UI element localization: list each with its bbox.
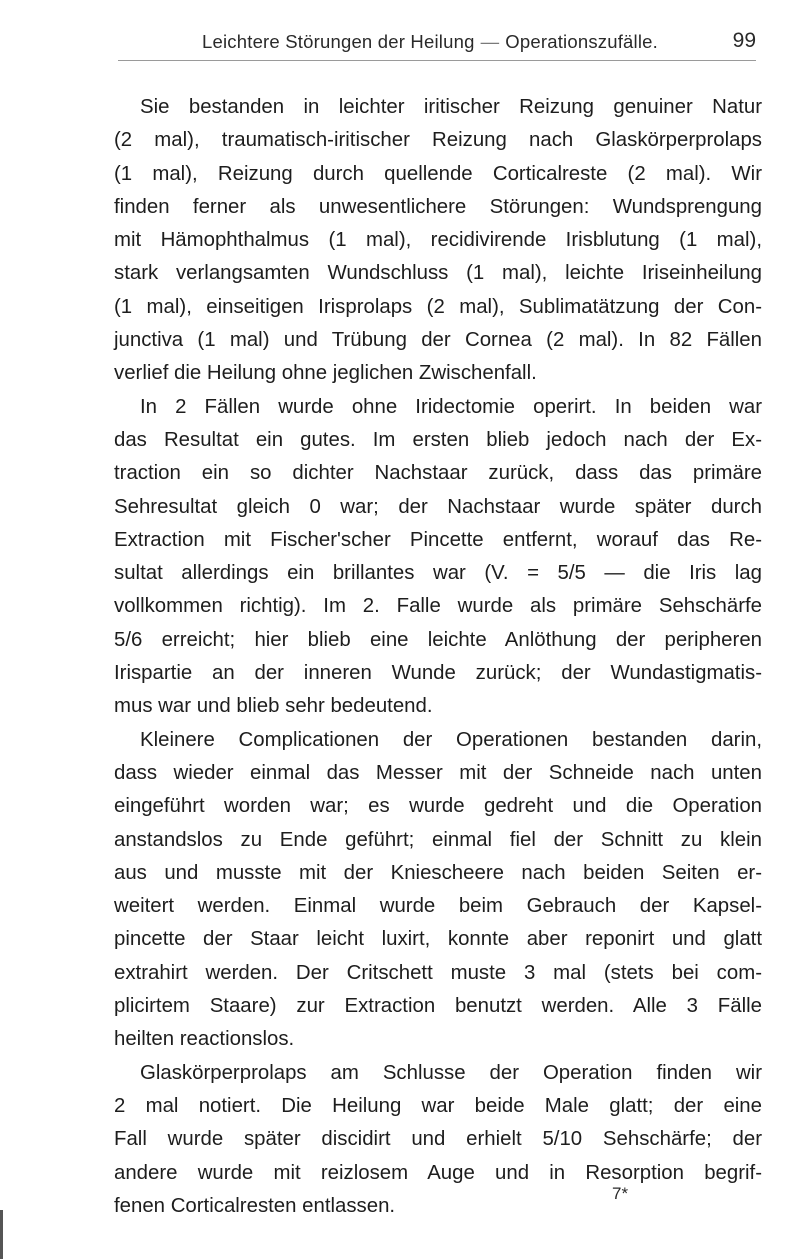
text-line: stark verlangsamten Wundschluss (1 mal), leichte Iriseinheilung	[114, 262, 762, 285]
text-line: fenen Corticalresten entlassen.	[114, 1194, 396, 1217]
text-line: Extraction mit Fischer'scher Pincette entfernt, worauf das Re-	[114, 528, 762, 551]
text-line: (1 mal), einseitigen Irisprolaps (2 mal), Sublimatätzung der Con-	[114, 295, 762, 318]
text-line: vollkommen richtig). Im 2. Falle wurde als primäre Sehschärfe	[114, 595, 762, 618]
text-line: mus war und blieb sehr bedeutend.	[114, 695, 433, 718]
text-line: andere wurde mit reizlosem Auge und in Resorption begrif-	[114, 1161, 762, 1184]
paragraph-2	[114, 391, 762, 724]
running-title	[202, 31, 658, 53]
text-line: Glaskörperprolaps am Schlusse der Operation finden wir	[140, 1061, 762, 1084]
text-line: (2 mal), traumatisch-iritischer Reizung nach Glaskörperprolaps	[114, 129, 762, 152]
running-title-part2: Operationszufälle.	[505, 31, 658, 52]
text-line: (1 mal), Reizung durch quellende Corticalreste (2 mal). Wir	[114, 162, 762, 185]
text-line: finden ferner als unwesentlichere Störungen: Wundsprengung	[114, 195, 762, 218]
signature-mark: 7*	[612, 1184, 629, 1203]
text-line: sultat allerdings ein brillantes war (V. = 5/5 — die Iris lag	[114, 562, 762, 585]
text-line: anstandslos zu Ende geführt; einmal fiel der Schnitt zu klein	[114, 828, 762, 851]
paragraph-3	[114, 724, 762, 1057]
running-title-separator: —	[480, 31, 500, 52]
text-line: traction ein so dichter Nachstaar zurück, dass das primäre	[114, 462, 762, 485]
page-number: 99	[732, 29, 756, 52]
text-line: extrahirt werden. Der Critschett muste 3 mal (stets bei com-	[114, 961, 762, 984]
page-edge-shadow	[0, 1210, 3, 1259]
text-line: dass wieder einmal das Messer mit der Schneide nach unten	[114, 761, 762, 784]
body-text	[114, 91, 762, 1223]
text-line: plicirtem Staare) zur Extraction benutzt werden. Alle 3 Fälle	[114, 995, 762, 1018]
text-line: Sehresultat gleich 0 war; der Nachstaar wurde später durch	[114, 495, 762, 518]
text-line: 2 mal notiert. Die Heilung war beide Male glatt; der eine	[114, 1094, 762, 1117]
running-title-part1: Leichtere Störungen der Heilung	[202, 31, 475, 52]
text-line: aus und musste mit der Kniescheere nach beiden Seiten er-	[114, 861, 762, 884]
text-line: Sie bestanden in leichter iritischer Reizung genuiner Natur	[140, 96, 762, 118]
paragraph-4	[114, 1057, 762, 1223]
text-line: weitert werden. Einmal wurde beim Gebrauch der Kapsel-	[114, 895, 762, 918]
text-line: Fall wurde später discidirt und erhielt 5/10 Sehschärfe; der	[114, 1128, 762, 1151]
text-line: heilten reactionslos.	[114, 1028, 295, 1051]
text-line: pincette der Staar leicht luxirt, konnte aber reponirt und glatt	[114, 928, 762, 951]
paragraph-1	[114, 91, 762, 391]
text-line: mit Hämophthalmus (1 mal), recidivirende Irisblutung (1 mal),	[114, 229, 762, 252]
running-head	[118, 28, 756, 61]
text-line: 5/6 erreicht; hier blieb eine leichte Anlöthung der peripheren	[114, 628, 762, 651]
text-line: eingeführt worden war; es wurde gedreht und die Operation	[114, 795, 762, 818]
text-line: Kleinere Complicationen der Operationen bestanden darin,	[140, 728, 762, 751]
text-line: In 2 Fällen wurde ohne Iridectomie operirt. In beiden war	[140, 395, 762, 418]
text-line: verlief die Heilung ohne jeglichen Zwischenfall.	[114, 362, 537, 385]
text-line: Irispartie an der inneren Wunde zurück; der Wundastigmatis-	[114, 662, 762, 685]
text-line: das Resultat ein gutes. Im ersten blieb jedoch nach der Ex-	[114, 428, 762, 451]
text-line: junctiva (1 mal) und Trübung der Cornea (2 mal). In 82 Fällen	[114, 329, 762, 352]
